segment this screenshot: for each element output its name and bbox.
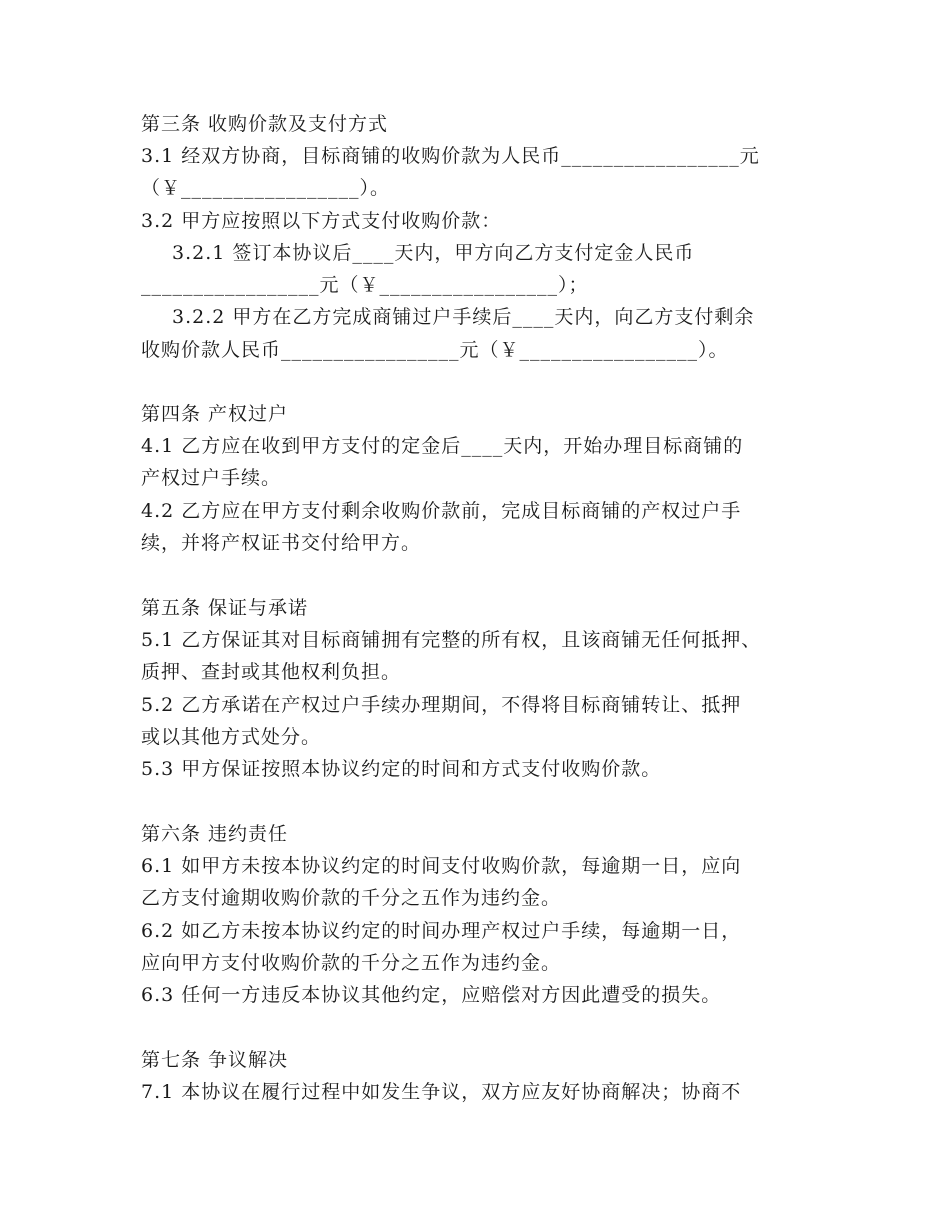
clause-3-1-line-2: （￥_________________）。 (141, 177, 391, 199)
clause-3-2-2-line-1: 3.2.2 甲方在乙方完成商铺过户手续后____天内，向乙方支付剩余 (172, 306, 755, 328)
clause-3-2-1-line-1: 3.2.1 签订本协议后____天内，甲方向乙方支付定金人民币 (172, 242, 695, 264)
article-7-heading: 第七条 争议解决 (141, 1049, 289, 1071)
clause-3-2-1-line-2: _________________元（￥_________________）； (141, 274, 589, 296)
article-5-heading: 第五条 保证与承诺 (141, 597, 309, 619)
article-6-heading: 第六条 违约责任 (141, 823, 289, 845)
clause-4-1-line-1: 4.1 乙方应在收到甲方支付的定金后____天内，开始办理目标商铺的 (141, 435, 744, 457)
clause-5-1-line-2: 质押、查封或其他权利负担。 (141, 661, 402, 683)
clause-6-2-line-1: 6.2 如乙方未按本协议约定的时间办理产权过户手续，每逾期一日， (141, 920, 742, 942)
clause-6-3: 6.3 任何一方违反本协议其他约定，应赔偿对方因此遭受的损失。 (141, 984, 722, 1006)
clause-6-1-line-2: 乙方支付逾期收购价款的千分之五作为违约金。 (141, 887, 562, 909)
clause-4-2-line-2: 续，并将产权证书交付给甲方。 (141, 532, 422, 554)
article-4-heading: 第四条 产权过户 (141, 403, 289, 425)
clause-3-2: 3.2 甲方应按照以下方式支付收购价款： (141, 210, 502, 232)
clause-3-2-2-line-2: 收购价款人民币_________________元（￥_________________）。 (141, 339, 729, 361)
clause-5-1-line-1: 5.1 乙方保证其对目标商铺拥有完整的所有权，且该商铺无任何抵押、 (141, 629, 762, 651)
clause-3-1-line-1: 3.1 经双方协商，目标商铺的收购价款为人民币_________________元 (141, 145, 760, 167)
clause-7-1-line-1: 7.1 本协议在履行过程中如发生争议，双方应友好协商解决；协商不 (141, 1081, 742, 1103)
clause-5-3: 5.3 甲方保证按照本协议约定的时间和方式支付收购价款。 (141, 758, 662, 780)
clause-5-2-line-1: 5.2 乙方承诺在产权过户手续办理期间，不得将目标商铺转让、抵押 (141, 694, 742, 716)
clause-4-1-line-2: 产权过户手续。 (141, 467, 282, 489)
clause-5-2-line-2: 或以其他方式处分。 (141, 726, 322, 748)
article-3-heading: 第三条 收购价款及支付方式 (141, 113, 389, 135)
clause-6-1-line-1: 6.1 如甲方未按本协议约定的时间支付收购价款，每逾期一日，应向 (141, 855, 742, 877)
clause-4-2-line-1: 4.2 乙方应在甲方支付剩余收购价款前，完成目标商铺的产权过户手 (141, 500, 742, 522)
clause-6-2-line-2: 应向甲方支付收购价款的千分之五作为违约金。 (141, 952, 562, 974)
